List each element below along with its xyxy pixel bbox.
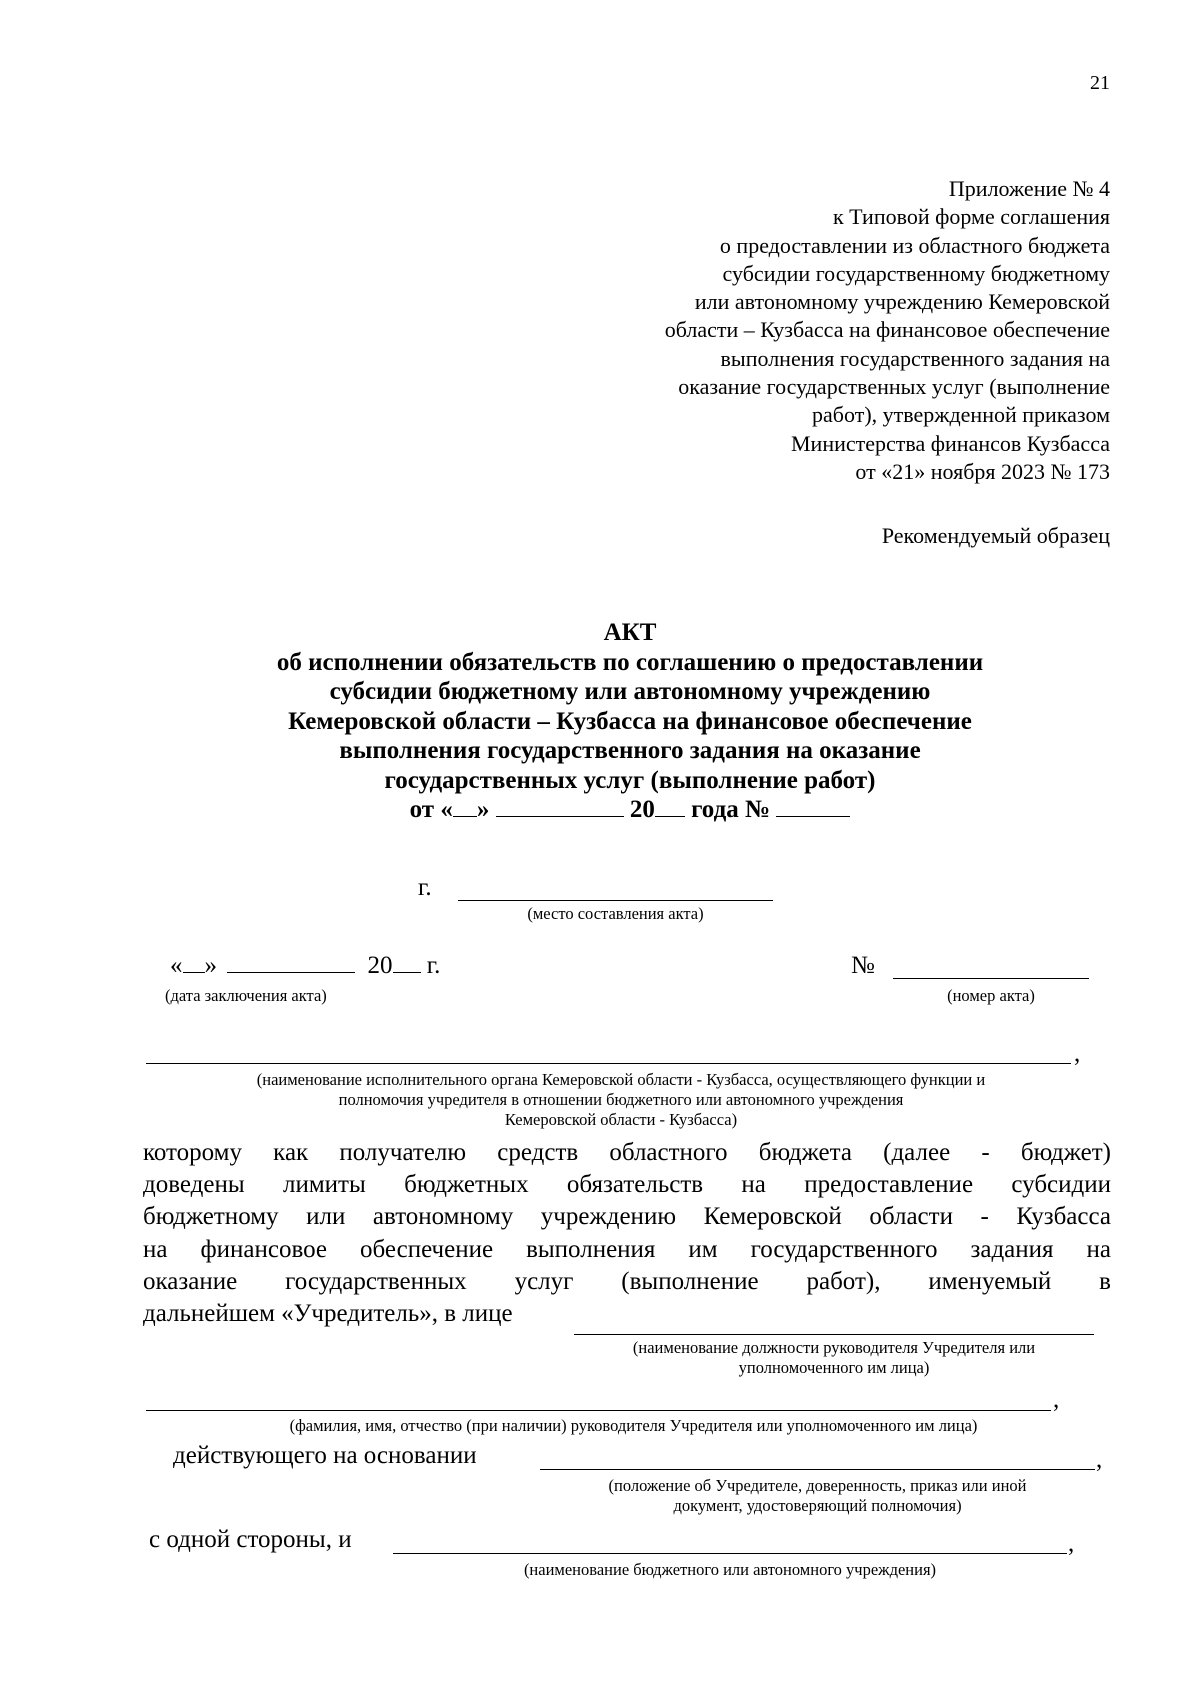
appendix-line: о предоставлении из областного бюджета bbox=[719, 232, 1110, 258]
body-line: оказание государственных услуг (выполнение работ), именуемый в bbox=[143, 1267, 1111, 1295]
institution-field[interactable] bbox=[393, 1553, 1067, 1554]
appendix-line: работ), утвержденной приказом bbox=[812, 402, 1110, 428]
fio-caption: (фамилия, имя, отчество (при наличии) руководителя Учредителя или уполномоченного им лица) bbox=[289, 1416, 978, 1435]
appendix-line: Приложение № 4 bbox=[948, 176, 1110, 201]
document-title bbox=[0, 618, 1200, 825]
comma: , bbox=[1096, 1446, 1103, 1473]
place-caption: (место составления акта) bbox=[527, 904, 704, 923]
appendix-line: субсидии государственному бюджетному bbox=[722, 260, 1110, 286]
city-label: г. bbox=[418, 874, 432, 901]
date-row: « » 20 г. bbox=[170, 952, 441, 979]
body-line: которому как получателю средств областного бюджета (далее - бюджет) bbox=[143, 1139, 1111, 1166]
body-line: дальнейшем «Учредитель», в лице bbox=[143, 1299, 513, 1327]
fio-field[interactable] bbox=[146, 1410, 1051, 1411]
day-blank bbox=[453, 816, 477, 817]
comma: , bbox=[1068, 1530, 1075, 1557]
title-date-line: от « » 20 года № bbox=[0, 795, 1200, 825]
act-number-blank bbox=[776, 816, 850, 817]
side-label: с одной стороны, и bbox=[149, 1526, 352, 1553]
date-caption: (дата заключения акта) bbox=[165, 986, 327, 1005]
date-year-field[interactable] bbox=[393, 972, 421, 973]
comma: , bbox=[1053, 1386, 1060, 1413]
appendix-header bbox=[665, 175, 1110, 486]
number-caption: (номер акта) bbox=[947, 986, 1035, 1005]
title-line: Кемеровской области – Кузбасса на финансовое обеспечение bbox=[288, 707, 972, 735]
date-day-field[interactable] bbox=[183, 972, 205, 973]
page-number: 21 bbox=[1090, 72, 1110, 94]
basis-caption: (положение об Учредителе, доверенность, приказ или иной документ, удостоверяющий полномочия) bbox=[608, 1476, 1027, 1515]
position-field[interactable] bbox=[574, 1334, 1094, 1335]
appendix-line: области – Кузбасса на финансовое обеспечение bbox=[664, 317, 1110, 343]
organ-name-field[interactable] bbox=[146, 1063, 1071, 1064]
body-line: доведены лимиты бюджетных обязательств на предоставление субсидии bbox=[143, 1171, 1111, 1199]
appendix-line: к Типовой форме соглашения bbox=[832, 204, 1110, 230]
comma: , bbox=[1074, 1040, 1081, 1067]
title-line: государственных услуг (выполнение работ) bbox=[384, 766, 876, 794]
appendix-line: от «21» ноября 2023 № 173 bbox=[855, 458, 1110, 484]
act-number-field[interactable] bbox=[893, 978, 1089, 979]
number-label: № bbox=[851, 952, 875, 979]
title-line: субсидии бюджетному или автономному учреждению bbox=[329, 678, 931, 705]
appendix-line: выполнения государственного задания на bbox=[720, 345, 1110, 371]
title-line: об исполнении обязательств по соглашению о предоставлении bbox=[276, 648, 984, 676]
sample-label: Рекомендуемый образец bbox=[881, 523, 1110, 548]
appendix-line: оказание государственных услуг (выполнение bbox=[678, 374, 1110, 400]
basis-field[interactable] bbox=[540, 1469, 1095, 1470]
date-month-field[interactable] bbox=[227, 972, 355, 973]
body-line: бюджетному или автономному учреждению Кемеровской области - Кузбасса bbox=[143, 1203, 1111, 1231]
body-paragraph bbox=[143, 1137, 1111, 1330]
place-field[interactable] bbox=[458, 900, 773, 901]
title-line: выполнения государственного задания на оказание bbox=[339, 737, 921, 764]
organ-caption: (наименование исполнительного органа Кемеровской области - Кузбасса, осуществляющего функции и полномочия учредителя в отношении бюджетного или автономного учреждения Кемеровской области - Кузбасса) bbox=[256, 1070, 986, 1129]
title-line: АКТ bbox=[603, 619, 657, 646]
appendix-line: или автономному учреждению Кемеровской bbox=[694, 289, 1110, 315]
body-line: на финансовое обеспечение выполнения им государственного задания на bbox=[143, 1235, 1111, 1263]
year-blank bbox=[655, 816, 685, 817]
appendix-line: Министерства финансов Кузбасса bbox=[791, 430, 1110, 456]
institution-caption: (наименование бюджетного или автономного учреждения) bbox=[523, 1560, 937, 1579]
month-blank bbox=[496, 816, 624, 817]
basis-label: действующего на основании bbox=[173, 1442, 477, 1469]
position-caption: (наименование должности руководителя Учредителя или уполномоченного им лица) bbox=[632, 1338, 1036, 1377]
